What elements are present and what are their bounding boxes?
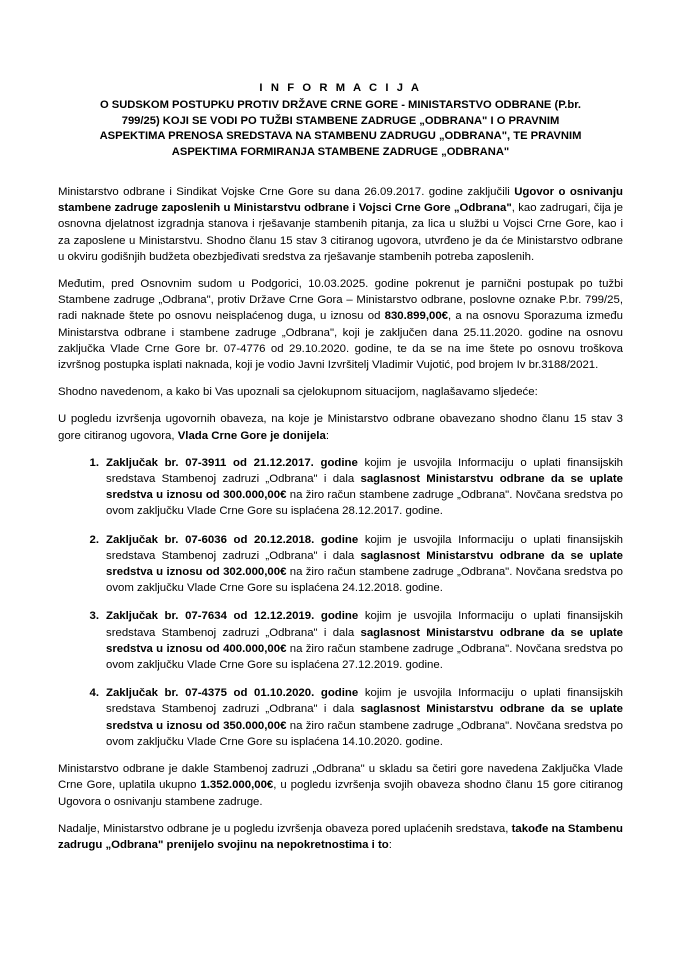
title-line-2: 799/25) KOJI SE VODI PO TUŽBI STAMBENE ZADRUGE „ODBRANA" I O PRAVNIM xyxy=(121,114,560,127)
paragraph-parnicni-postupak xyxy=(58,276,623,373)
p1-text-c: , kao zadrugari, čija je osnovna djelatnost izgradnja stanova i rješavanje stambenih pitanja, za lica u službi u Vojsci Crne Gore, kao i za zaposlene u Ministarstvu. Shodno članu 15 stav 3 citiranog ugovora, utvrđeno je da će Ministarstvo odbrane u okviru godišnjih budžeta obezbjeđivati sredstva za rješavanje stambenih potreba zaposlenih. xyxy=(58,202,623,263)
zakljucci-list xyxy=(58,455,623,750)
zakljucak-amount: saglasnost Ministarstvu odbrane da se uplate sredstva u iznosu od 400.000,00€ xyxy=(106,626,623,655)
zakljucak-heading: Zaključak br. 07-4375 od 01.10.2020. godine xyxy=(106,687,359,700)
document-kicker: I N F O R M A C I J A xyxy=(259,82,422,94)
zakljucak-mid: kojim je usvojila Informaciju o uplati finansijskih sredstava Stambenoj zadruzi „Odbrana" i dala xyxy=(106,610,623,639)
p2-text-a: Međutim, pred Osnovnim sudom u Podgorici, 10.03.2025. godine pokrenut je parnični postupak po tužbi Stambene zadruge „Odbrana", protiv Države Crne Gora – Ministarstvo odbrane, poslovne oznake P.br. 799/25, radi naknade štete po osnovu neisplaćenog duga, u iznosu od xyxy=(58,278,623,323)
title-line-3: ASPEKTIMA PRENOSA SREDSTAVA NA STAMBENU ZADRUGU „ODBRANA", TE PRAVNIM xyxy=(99,130,582,142)
zakljucak-heading: Zaključak br. 07-3911 od 21.12.2017. godine xyxy=(106,456,358,469)
p3-text: Shodno navedenom, a kako bi Vas upoznali sa cjelokupnom situacijom, naglašavamo sljedeće: xyxy=(58,386,538,399)
p6-text-bold: takođe na Stambenu zadrugu „Odbrana" prenijelo svojinu na nepokretnostima i to xyxy=(58,822,623,851)
list-item xyxy=(106,532,623,597)
p4-text-a: U pogledu izvršenja ugovornih obaveza, na koje je Ministarstvo odbrane obavezano shodno članu 15 stav 3 gore citiranog ugovora, xyxy=(58,413,623,442)
title-line-4: ASPEKTIMA FORMIRANJA STAMBENE ZADRUGE „ODBRANA" xyxy=(171,145,510,158)
zakljucak-amount: saglasnost Ministarstvu odbrane da se uplate sredstva u iznosu od 350.000,00€ xyxy=(106,703,623,732)
page-title xyxy=(58,98,623,160)
p6-text-c: : xyxy=(388,838,392,851)
paragraph-shodno-navedenom xyxy=(58,384,623,400)
list-item xyxy=(106,608,623,673)
p1-text-a: Ministarstvo odbrane i Sindikat Vojske Crne Gore su dana 26.09.2017. godine zaključili xyxy=(58,186,515,198)
paragraph-ukupno-uplaceno xyxy=(58,761,623,810)
zakljucak-tail: na žiro račun stambene zadruge „Odbrana". Novčana sredstva po ovom zaključku Vlade Crne Gore su isplaćena 28.12.2017. godine. xyxy=(106,489,623,518)
paragraph-vlada-donijela xyxy=(58,411,623,443)
document-content xyxy=(58,80,623,853)
zakljucak-heading: Zaključak br. 07-6036 od 20.12.2018. godine xyxy=(106,533,359,546)
p5-text-c: , u pogledu izvršenja svojih obaveza shodno članu 15 gore citiranog Ugovora o osnivanju stambene zadruge. xyxy=(58,779,623,808)
p6-text-a: Nadalje, Ministarstvo odbrane je u pogledu izvršenja obaveza pored uplaćenih sredstava, xyxy=(58,822,512,835)
p5-text-a: Ministarstvo odbrane je dakle Stambenoj zadruzi „Odbrana" u skladu sa četiri gore navedena Zaključka Vlade Crne Gore, uplatila ukupno xyxy=(58,763,623,792)
zakljucak-amount: saglasnost Ministarstvu odbrane da se uplate sredstva u iznosu od 300.000,00€ xyxy=(106,473,623,502)
title-line-1: O SUDSKOM POSTUPKU PROTIV DRŽAVE CRNE GORE - MINISTARSTVO ODBRANE (P.br. xyxy=(99,99,582,111)
zakljucak-amount: saglasnost Ministarstvu odbrane da se uplate sredstva u iznosu od 302.000,00€ xyxy=(106,549,623,579)
document-title-block xyxy=(58,80,623,160)
zakljucak-tail: na žiro račun stambene zadruge „Odbrana". Novčana sredstva po ovom zaključku Vlade Crne Gore su isplaćena 27.12.2019. godine. xyxy=(106,642,623,672)
paragraph-ugovor-osnivanje xyxy=(58,184,623,265)
zakljucak-mid: kojim je usvojila Informaciju o uplati finansijskih sredstava Stambenoj zadruzi „Odbrana" i dala xyxy=(106,687,623,716)
zakljucak-heading: Zaključak br. 07-7634 od 12.12.2019. godine xyxy=(106,610,359,623)
zakljucak-mid: kojim je usvojila Informaciju o uplati finansijskih sredstava Stambenoj zadruzi „Odbrana" i dala xyxy=(106,533,623,562)
p2-text-c: , a na osnovu Sporazuma između Ministarstva odbrane i stambene zadruge „Odbrana", koji je zaključen dana 25.11.2020. godine na osnovu zaključka Vlade Crne Gore br. 07-4776 od 29.10.2020. godine, te da se na ime štete po osnovu troškova izvršnog postupka isplati naknada, koji je vodio Javni Izvršitelj Vladimir Vujotić, pod brojem Iv br.3188/2021. xyxy=(58,310,623,372)
zakljucak-tail: na žiro račun stambene zadruge „Odbrana". Novčana sredstva po ovom zaključku Vlade Crne Gore su isplaćena 14.10.2020. godine. xyxy=(106,719,623,748)
zakljucak-mid: kojim je usvojila Informaciju o uplati finansijskih sredstava Stambenoj zadruzi „Odbrana" i dala xyxy=(106,456,624,486)
list-item xyxy=(106,455,623,520)
p2-amount-bold: 830.899,00€ xyxy=(384,310,448,323)
p1-text-bold: Ugovor o osnivanju stambene zadruge zaposlenih u Ministarstvu odbrane i Vojsci Crne Gore „Odbrana" xyxy=(58,186,624,215)
p5-amount-bold: 1.352.000,00€ xyxy=(200,779,274,792)
list-item xyxy=(106,685,623,750)
p4-text-bold: Vlada Crne Gore je donijela xyxy=(177,429,326,442)
paragraph-prenos-svojine xyxy=(58,821,623,853)
p4-text-c: : xyxy=(325,429,329,442)
zakljucak-tail: na žiro račun stambene zadruge „Odbrana". Novčana sredstva po ovom zaključku Vlade Crne Gore su isplaćena 24.12.2018. godine. xyxy=(106,566,623,595)
